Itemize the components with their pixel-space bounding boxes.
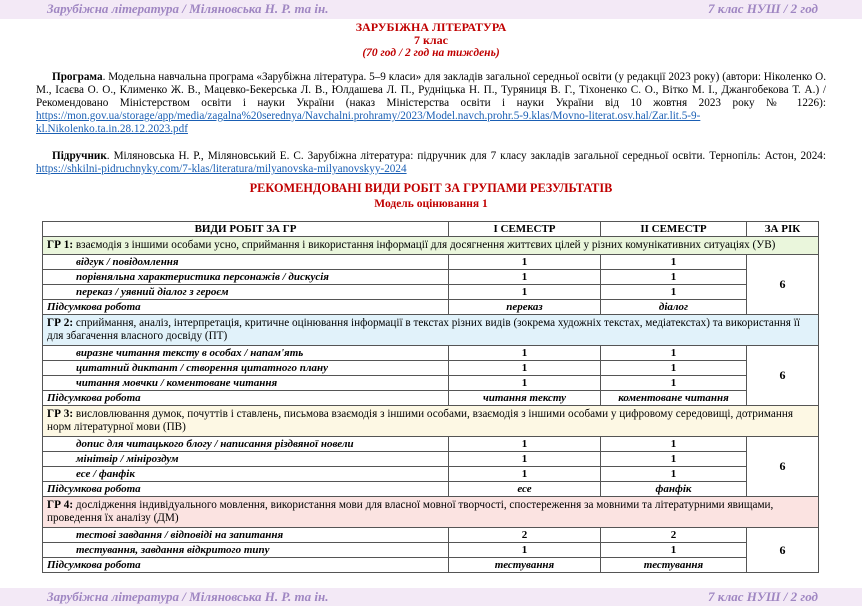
- table-row: [43, 528, 819, 543]
- table-row: [43, 270, 819, 285]
- semester-1-count: 1: [449, 467, 601, 482]
- table-row: [43, 376, 819, 391]
- summary-semester-1: тестування: [449, 558, 601, 573]
- activity-name: цитатний диктант / створення цитатного плану: [43, 361, 449, 376]
- table-row: [43, 437, 819, 452]
- year-total: 6: [747, 346, 819, 406]
- year-total: 6: [747, 437, 819, 497]
- group-row-4: [43, 497, 819, 528]
- table-row: [43, 452, 819, 467]
- col-header-activities: ВИДИ РОБІТ ЗА ГР: [43, 222, 449, 237]
- semester-2-count: 1: [601, 270, 747, 285]
- header-right-text: 7 клас НУШ / 2 год: [707, 1, 818, 16]
- group-1-description: ГР 1: взаємодія з іншими особами усно, сприймання і використання інформації для досягнення життєвих цілей у різних комунікативних ситуаціях (УВ): [43, 237, 819, 255]
- semester-1-count: 1: [449, 346, 601, 361]
- title-line-hours: (70 год / 2 год на тиждень): [362, 47, 500, 59]
- group-2-label: ГР 2:: [47, 317, 74, 329]
- group-3-label: ГР 3:: [47, 408, 74, 420]
- semester-1-count: 1: [449, 285, 601, 300]
- table-row: [43, 346, 819, 361]
- group-1-label: ГР 1:: [47, 239, 74, 251]
- semester-1-count: 1: [449, 270, 601, 285]
- summary-label: Підсумкова робота: [43, 391, 449, 406]
- table-row: [43, 361, 819, 376]
- textbook-link[interactable]: https://shkilni-pidruchnyky.com/7-klas/literatura/milyanovska-milyanovskyy-2024: [36, 163, 407, 175]
- col-header-semester-1: І СЕМЕСТР: [449, 222, 601, 237]
- semester-1-count: 1: [449, 437, 601, 452]
- group-3-description: ГР 3: висловлювання думок, почуттів і ставлень, письмова взаємодія з іншими особами, взаємодія з іншими особами у цифровому середовищі, дотримання норм літературної мови (ПВ): [43, 406, 819, 437]
- semester-1-count: 1: [449, 543, 601, 558]
- semester-2-count: 2: [601, 528, 747, 543]
- title-line-grade: 7 клас: [414, 33, 448, 47]
- summary-label: Підсумкова робота: [43, 482, 449, 497]
- page-footer: [0, 588, 862, 606]
- col-header-semester-2: ІІ СЕМЕСТР: [601, 222, 747, 237]
- semester-2-count: 1: [601, 285, 747, 300]
- semester-1-count: 1: [449, 361, 601, 376]
- table-row: [43, 285, 819, 300]
- program-label: Програма: [52, 71, 103, 83]
- recommended-title: РЕКОМЕНДОВАНІ ВИДИ РОБІТ ЗА ГРУПАМИ РЕЗУЛЬТАТІВ: [249, 181, 613, 195]
- header-left-text: Зарубіжна література / Міляновська Н. Р. та ін.: [47, 1, 329, 16]
- summary-semester-2: коментоване читання: [601, 391, 747, 406]
- program-link[interactable]: https://mon.gov.ua/storage/app/media/zagalna%20serednya/Navchalni.prohramy/2023/Model.navch.prohr.5-9.klas/Movno-literat.osv.hal/Zar.lit.5-9-kl.Nikolenko.ta.in.28.12.2023.pdf: [36, 110, 701, 135]
- group-row-1: [43, 237, 819, 255]
- semester-2-count: 1: [601, 361, 747, 376]
- summary-row: [43, 558, 819, 573]
- textbook-text: . Міляновська Н. Р., Міляновський Е. С. Зарубіжна література: підручник для 7 класу закладів загальної середньої освіти. Тернопіль: Астон, 2024:: [106, 150, 826, 162]
- activity-name: відгук / повідомлення: [43, 255, 449, 270]
- summary-label: Підсумкова робота: [43, 558, 449, 573]
- table-row: [43, 543, 819, 558]
- assessment-table: [42, 221, 819, 573]
- page-header: [0, 0, 862, 19]
- activity-name: читання мовчки / коментоване читання: [43, 376, 449, 391]
- semester-2-count: 1: [601, 452, 747, 467]
- summary-row: [43, 391, 819, 406]
- activity-name: есе / фанфік: [43, 467, 449, 482]
- group-row-3: [43, 406, 819, 437]
- footer-left-text: Зарубіжна література / Міляновська Н. Р. та ін.: [47, 589, 329, 604]
- semester-1-count: 2: [449, 528, 601, 543]
- activity-name: тестування, завдання відкритого типу: [43, 543, 449, 558]
- semester-1-count: 1: [449, 255, 601, 270]
- activity-name: переказ / уявний діалог з героєм: [43, 285, 449, 300]
- group-2-description: ГР 2: сприймання, аналіз, інтерпретація, критичне оцінювання інформації в текстах різних видів (зокрема художніх текстах, медіатекстах) та використання її для збагачення власного досвіду (ПТ): [43, 315, 819, 346]
- semester-2-count: 1: [601, 437, 747, 452]
- summary-semester-1: переказ: [449, 300, 601, 315]
- group-row-2: [43, 315, 819, 346]
- summary-semester-2: тестування: [601, 558, 747, 573]
- summary-semester-1: есе: [449, 482, 601, 497]
- activity-name: мінітвір / мініроздум: [43, 452, 449, 467]
- summary-row: [43, 300, 819, 315]
- summary-semester-2: діалог: [601, 300, 747, 315]
- year-total: 6: [747, 255, 819, 315]
- summary-label: Підсумкова робота: [43, 300, 449, 315]
- document-title: [0, 21, 862, 60]
- table-row: [43, 467, 819, 482]
- program-text: . Модельна навчальна програма «Зарубіжна література. 5–9 класи» для закладів загальної середньої освіти (у редакції 2023 року) (автори: Ніколенко О. М., Ісаєва О. О., Клименко Ж. В., Мацевко-Бекерська Л. В., Юлдашева Л. П., Рудніцька Н. П., Туряниця В. Г., Тіхоненко С. О., Вітко М. І., Джангобекова Т. А.) / Рекомендовано Міністерством освіти і науки України (наказ Міністерства освіти і науки України від 10 жовтня 2023 року № 1226):: [36, 71, 826, 109]
- table-header-row: [43, 222, 819, 237]
- activity-name: тестові завдання / відповіді на запитання: [43, 528, 449, 543]
- program-paragraph: [36, 71, 826, 136]
- title-line-subject: ЗАРУБІЖНА ЛІТЕРАТУРА: [355, 20, 507, 34]
- semester-2-count: 1: [601, 543, 747, 558]
- group-4-label: ГР 4:: [47, 499, 74, 511]
- col-header-year: ЗА РІК: [747, 222, 819, 237]
- semester-1-count: 1: [449, 452, 601, 467]
- year-total: 6: [747, 528, 819, 573]
- textbook-label: Підручник: [52, 150, 107, 162]
- activity-name: порівняльна характеристика персонажів / дискусія: [43, 270, 449, 285]
- summary-semester-1: читання тексту: [449, 391, 601, 406]
- table-row: [43, 255, 819, 270]
- footer-right-text: 7 клас НУШ / 2 год: [707, 589, 818, 604]
- semester-1-count: 1: [449, 376, 601, 391]
- summary-row: [43, 482, 819, 497]
- semester-2-count: 1: [601, 346, 747, 361]
- activity-name: виразне читання тексту в особах / напам'ять: [43, 346, 449, 361]
- group-4-description: ГР 4: дослідження індивідуального мовлення, використання мови для власної мовної творчості, спостереження за мовними та літературними явищами, проведення їх аналізу (ДМ): [43, 497, 819, 528]
- textbook-paragraph: [36, 150, 826, 176]
- activity-name: допис для читацького блогу / написання різдвяної новели: [43, 437, 449, 452]
- recommended-subtitle: Модель оцінювання 1: [374, 198, 488, 210]
- summary-semester-2: фанфік: [601, 482, 747, 497]
- semester-2-count: 1: [601, 255, 747, 270]
- semester-2-count: 1: [601, 467, 747, 482]
- semester-2-count: 1: [601, 376, 747, 391]
